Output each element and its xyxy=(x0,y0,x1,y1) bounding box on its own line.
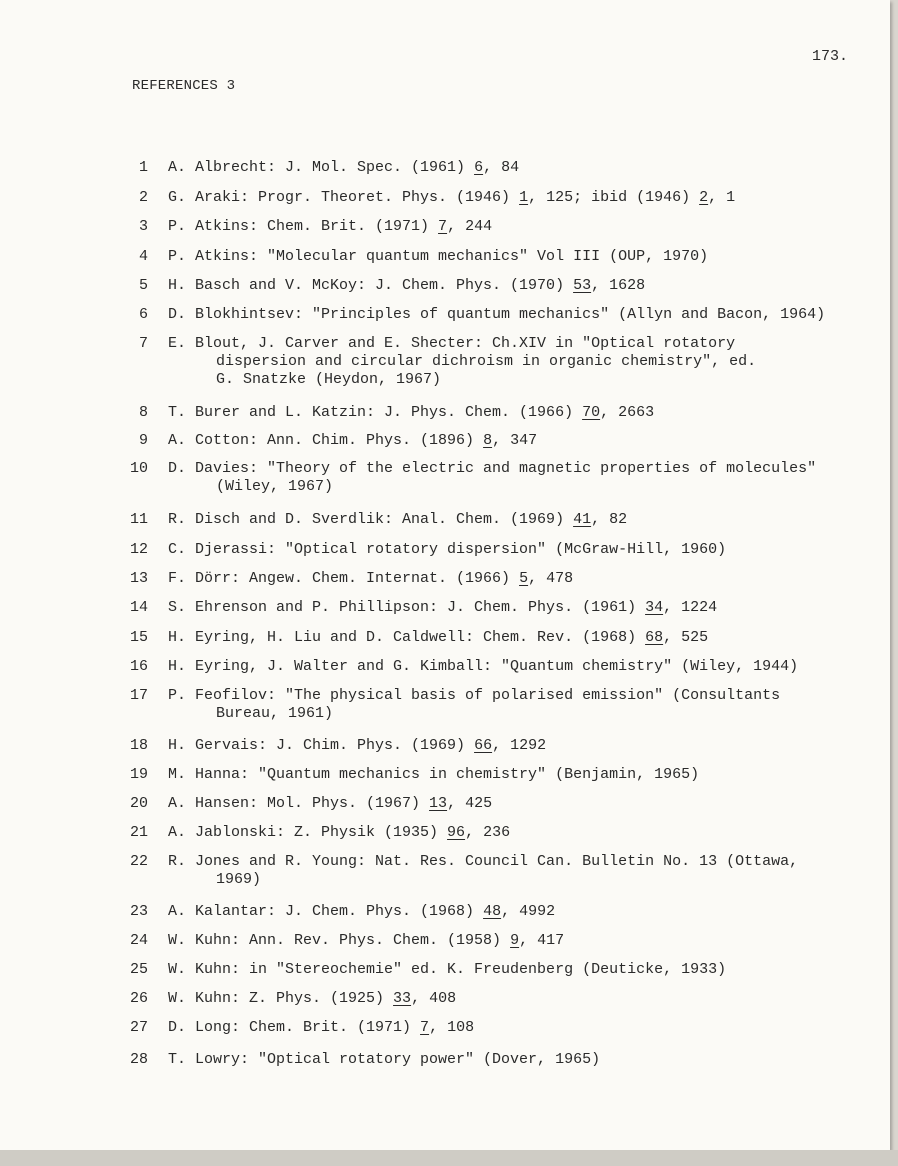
reference-text xyxy=(168,306,825,324)
reference-number: 12 xyxy=(129,541,148,558)
reference-text xyxy=(168,961,726,979)
reference-text xyxy=(168,599,717,617)
reference-text xyxy=(168,189,735,207)
reference-segment: , 4992 xyxy=(501,903,556,920)
reference-segment: P. Atkins: "Molecular quantum mechanics" Vol III (OUP, 1970) xyxy=(168,248,709,265)
reference-text xyxy=(168,658,798,676)
reference-segment: , 347 xyxy=(492,432,538,449)
reference-segment: A. Jablonski: Z. Physik (1935) xyxy=(168,824,448,841)
reference-segment: D. Blokhintsev: "Principles of quantum mechanics" (Allyn and Bacon, 1964) xyxy=(168,306,826,323)
reference-number: 11 xyxy=(129,511,148,528)
reference-segment: R. Disch and D. Sverdlik: Anal. Chem. (1969) xyxy=(168,511,574,528)
reference-segment: C. Djerassi: "Optical rotatory dispersion" (McGraw-Hill, 1960) xyxy=(168,541,727,558)
reference-number: 20 xyxy=(129,795,148,812)
reference-first-line xyxy=(168,511,627,528)
reference-segment: , 1224 xyxy=(663,599,718,616)
reference-segment: , 236 xyxy=(465,824,511,841)
reference-text xyxy=(168,432,537,450)
reference-first-line xyxy=(168,570,573,587)
reference-text xyxy=(168,824,510,842)
reference-segment: W. Kuhn: in "Stereochemie" ed. K. Freudenberg (Deuticke, 1933) xyxy=(168,961,727,978)
reference-number: 21 xyxy=(129,824,148,841)
reference-number: 16 xyxy=(129,658,148,675)
volume-number: 1 xyxy=(519,189,529,206)
reference-segment: W. Kuhn: Ann. Rev. Phys. Chem. (1958) xyxy=(168,932,511,949)
volume-number: 48 xyxy=(483,903,502,920)
reference-segment: F. Dörr: Angew. Chem. Internat. (1966) xyxy=(168,570,520,587)
reference-continuation-line: 1969) xyxy=(216,871,262,888)
reference-segment: , 408 xyxy=(411,990,457,1007)
reference-text xyxy=(168,541,726,559)
reference-text xyxy=(168,335,756,389)
reference-number: 5 xyxy=(138,277,148,294)
volume-number: 9 xyxy=(510,932,520,949)
reference-segment: , 244 xyxy=(447,218,493,235)
reference-text xyxy=(168,511,627,529)
reference-number: 25 xyxy=(129,961,148,978)
volume-number: 66 xyxy=(474,737,493,754)
reference-segment: , 82 xyxy=(591,511,628,528)
reference-number: 14 xyxy=(129,599,148,616)
reference-number: 22 xyxy=(129,853,148,870)
reference-first-line xyxy=(168,404,654,421)
reference-segment: , 1292 xyxy=(492,737,547,754)
reference-text xyxy=(168,766,699,784)
reference-segment: H. Gervais: J. Chim. Phys. (1969) xyxy=(168,737,475,754)
reference-segment: R. Jones and R. Young: Nat. Res. Council Can. Bulletin No. 13 (Ottawa, xyxy=(168,853,799,870)
volume-number: 7 xyxy=(420,1019,430,1036)
reference-segment: D. Davies: "Theory of the electric and magnetic properties of molecules" xyxy=(168,460,817,477)
reference-text xyxy=(168,932,564,950)
reference-text xyxy=(168,737,546,755)
volume-number: 41 xyxy=(573,511,592,528)
reference-first-line xyxy=(168,1051,600,1068)
reference-segment: P. Atkins: Chem. Brit. (1971) xyxy=(168,218,439,235)
volume-number: 2 xyxy=(699,189,709,206)
volume-number: 34 xyxy=(645,599,664,616)
reference-segment: W. Kuhn: Z. Phys. (1925) xyxy=(168,990,394,1007)
reference-segment: M. Hanna: "Quantum mechanics in chemistry" (Benjamin, 1965) xyxy=(168,766,700,783)
reference-continuation-line: Bureau, 1961) xyxy=(216,705,334,722)
reference-continuation-line: dispersion and circular dichroism in organic chemistry", ed. xyxy=(216,353,757,370)
reference-segment: T. Lowry: "Optical rotatory power" (Dover, 1965) xyxy=(168,1051,601,1068)
reference-number: 24 xyxy=(129,932,148,949)
reference-text xyxy=(168,903,555,921)
reference-segment: A. Cotton: Ann. Chim. Phys. (1896) xyxy=(168,432,484,449)
reference-first-line xyxy=(168,629,708,646)
reference-segment: H. Eyring, H. Liu and D. Caldwell: Chem. Rev. (1968) xyxy=(168,629,646,646)
reference-segment: , 478 xyxy=(528,570,574,587)
reference-number: 2 xyxy=(138,189,148,206)
volume-number: 33 xyxy=(393,990,412,1007)
reference-first-line xyxy=(168,159,519,176)
reference-first-line xyxy=(168,248,708,265)
volume-number: 7 xyxy=(438,218,448,235)
reference-number: 10 xyxy=(129,460,148,477)
reference-first-line xyxy=(168,824,510,841)
reference-first-line xyxy=(168,189,735,206)
reference-first-line xyxy=(168,1019,474,1036)
reference-first-line xyxy=(168,541,726,558)
volume-number: 8 xyxy=(483,432,493,449)
reference-number: 23 xyxy=(129,903,148,920)
reference-segment: , 108 xyxy=(429,1019,475,1036)
reference-segment: A. Hansen: Mol. Phys. (1967) xyxy=(168,795,430,812)
reference-number: 18 xyxy=(129,737,148,754)
reference-text xyxy=(168,990,456,1008)
reference-first-line xyxy=(168,990,456,1007)
reference-segment: , 125; ibid (1946) xyxy=(528,189,700,206)
reference-number: 15 xyxy=(129,629,148,646)
reference-first-line xyxy=(168,766,699,783)
reference-number: 27 xyxy=(129,1019,148,1036)
reference-segment: A. Albrecht: J. Mol. Spec. (1961) xyxy=(168,159,475,176)
reference-segment: , 425 xyxy=(447,795,493,812)
reference-first-line xyxy=(168,961,726,978)
reference-segment: , 417 xyxy=(519,932,565,949)
reference-text xyxy=(168,570,573,588)
reference-number: 13 xyxy=(129,570,148,587)
reference-first-line xyxy=(168,853,798,870)
reference-segment: , 525 xyxy=(663,629,709,646)
reference-text xyxy=(168,853,798,889)
reference-text xyxy=(168,404,654,422)
reference-first-line xyxy=(168,306,825,323)
page-number: 173. xyxy=(812,48,849,65)
volume-number: 13 xyxy=(429,795,448,812)
reference-first-line xyxy=(168,460,816,477)
reference-segment: , 2663 xyxy=(600,404,655,421)
reference-number: 28 xyxy=(129,1051,148,1068)
reference-number: 4 xyxy=(138,248,148,265)
reference-number: 19 xyxy=(129,766,148,783)
reference-segment: G. Araki: Progr. Theoret. Phys. (1946) xyxy=(168,189,520,206)
reference-segment: , 1628 xyxy=(591,277,646,294)
reference-segment: S. Ehrenson and P. Phillipson: J. Chem. Phys. (1961) xyxy=(168,599,646,616)
reference-first-line xyxy=(168,277,645,294)
scan-background xyxy=(0,1150,898,1166)
reference-first-line xyxy=(168,335,735,352)
reference-segment: P. Feofilov: "The physical basis of polarised emission" (Consultants xyxy=(168,687,781,704)
reference-text xyxy=(168,687,780,723)
reference-number: 17 xyxy=(129,687,148,704)
reference-first-line xyxy=(168,687,780,704)
reference-first-line xyxy=(168,658,798,675)
reference-number: 9 xyxy=(138,432,148,449)
reference-number: 6 xyxy=(138,306,148,323)
section-heading: REFERENCES 3 xyxy=(132,78,236,94)
reference-continuation-line: G. Snatzke (Heydon, 1967) xyxy=(216,371,442,388)
reference-first-line xyxy=(168,903,555,920)
reference-text xyxy=(168,460,816,496)
reference-segment: , 84 xyxy=(483,159,520,176)
reference-number: 26 xyxy=(129,990,148,1007)
reference-number: 8 xyxy=(138,404,148,421)
reference-segment: H. Basch and V. McKoy: J. Chem. Phys. (1970) xyxy=(168,277,574,294)
reference-text xyxy=(168,248,708,266)
reference-first-line xyxy=(168,737,546,754)
reference-text xyxy=(168,218,492,236)
reference-segment: T. Burer and L. Katzin: J. Phys. Chem. (1966) xyxy=(168,404,583,421)
reference-first-line xyxy=(168,795,492,812)
volume-number: 68 xyxy=(645,629,664,646)
volume-number: 96 xyxy=(447,824,466,841)
reference-number: 1 xyxy=(138,159,148,176)
volume-number: 70 xyxy=(582,404,601,421)
reference-first-line xyxy=(168,218,492,235)
reference-text xyxy=(168,629,708,647)
reference-first-line xyxy=(168,599,717,616)
reference-segment: D. Long: Chem. Brit. (1971) xyxy=(168,1019,421,1036)
reference-text xyxy=(168,159,519,177)
reference-continuation-line: (Wiley, 1967) xyxy=(216,478,334,495)
reference-number: 7 xyxy=(138,335,148,352)
reference-text xyxy=(168,1019,474,1037)
reference-first-line xyxy=(168,432,537,449)
reference-text xyxy=(168,277,645,295)
reference-segment: H. Eyring, J. Walter and G. Kimball: "Quantum chemistry" (Wiley, 1944) xyxy=(168,658,799,675)
reference-segment: , 1 xyxy=(708,189,736,206)
reference-number: 3 xyxy=(138,218,148,235)
reference-segment: A. Kalantar: J. Chem. Phys. (1968) xyxy=(168,903,484,920)
reference-text xyxy=(168,1051,600,1069)
reference-segment: E. Blout, J. Carver and E. Shecter: Ch.XIV in "Optical rotatory xyxy=(168,335,736,352)
volume-number: 5 xyxy=(519,570,529,587)
volume-number: 6 xyxy=(474,159,484,176)
reference-first-line xyxy=(168,932,564,949)
volume-number: 53 xyxy=(573,277,592,294)
reference-text xyxy=(168,795,492,813)
